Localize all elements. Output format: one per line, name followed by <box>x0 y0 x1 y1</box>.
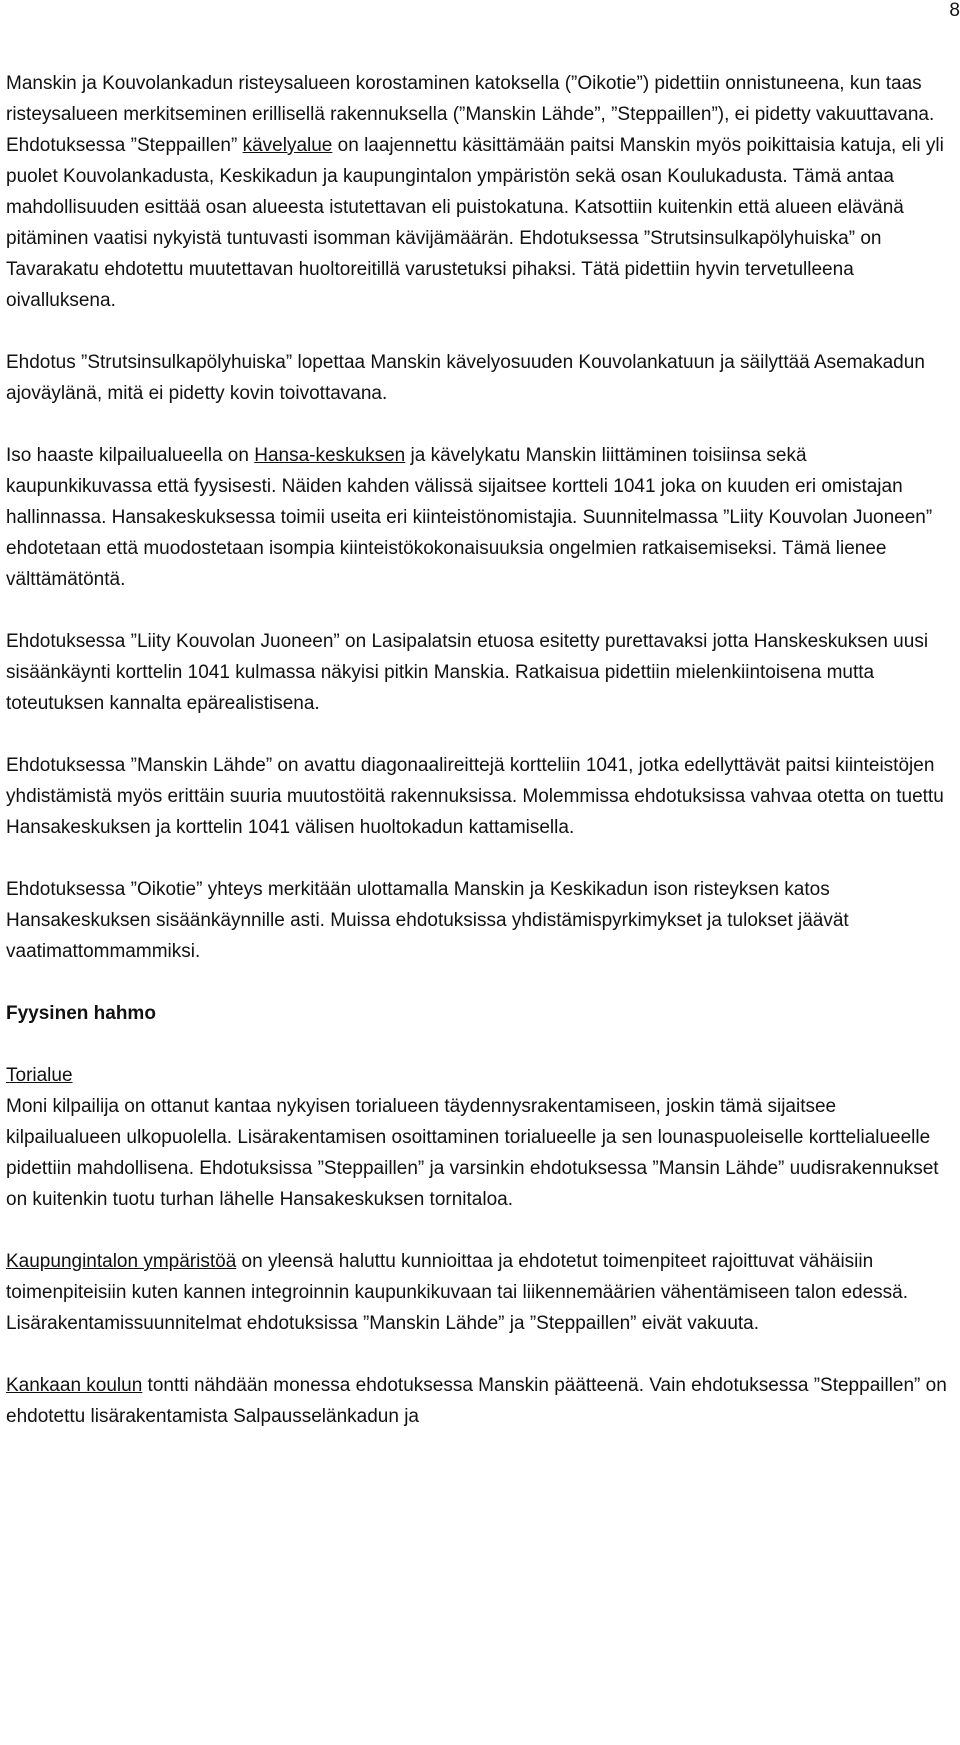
text: tontti nähdään monessa ehdotuksessa Manskin päätteenä. Vain ehdotuksessa ”Steppaillen” on ehdotettu lisärakentamista Salpausselänkadun ja <box>6 1375 947 1427</box>
page-number: 8 <box>949 0 960 21</box>
text: Moni kilpailija on ottanut kantaa nykyisen torialueen täydennysrakentamiseen, joskin tämä sijaitsee kilpailualueen ulkopuolella. Lisärakentamisen osoittaminen torialueelle ja sen lounaspuoleiselle korttelialueelle pidettiin mahdollisena. Ehdotuksissa ”Steppaillen” ja varsinkin ehdotuksessa ”Mansin Lähde” uudisrakennukset on kuitenkin tuotu turhan lähelle Hansakeskuksen tornitaloa. <box>6 1096 939 1210</box>
underlined-term: kävelyalue <box>242 135 333 156</box>
text: on laajennettu käsittämään paitsi Manskin myös poikittaisia katuja, eli yli puolet Kouvolankadusta, Keskikadun ja kaupungintalon ympäristön sekä osan Koulukadusta. Tämä antaa mahdollisuuden esittää osan alueesta istutettavan eli puistokatuna. Katsottiin kuitenkin että alueen elävänä pitäminen vaatisi nykyistä tuntuvasti isomman kävijämäärän. Ehdotuksessa ”Strutsinsulkapölyhuiska” on Tavarakatu ehdotettu muutettavan huoltoreitillä varustetuksi pihaksi. Tätä pidettiin hyvin tervetulleena oivalluksena. <box>6 135 944 311</box>
document-body <box>6 68 956 1432</box>
paragraph-manskin-lahde: Ehdotuksessa ”Manskin Lähde” on avattu diagonaalireittejä kortteliin 1041, jotka edellyttävät paitsi kiinteistöjen yhdistämistä myös erittäin suuria muutostöitä rakennuksissa. Molemmissa ehdotuksissa vahvaa otetta on tuettu Hansakeskuksen ja korttelin 1041 välisen huoltokadun kattamisella. <box>6 755 944 838</box>
text: ja kävelykatu Manskin liittäminen toisiinsa sekä kaupunkikuvassa että fyysisesti. Näiden kahden välissä sijaitsee kortteli 1041 joka on kuuden eri omistajan hallinnassa. Hansakeskuksessa toimii useita eri kiinteistönomistajia. Suunnitelmassa ”Liity Kouvolan Juoneen” ehdotetaan että muodostetaan isompia kiinteistökokonaisuuksia ongelmien ratkaisemiseksi. Tämä lienee välttämätöntä. <box>6 445 933 590</box>
paragraph-liity-kouvolan-juoneen: Ehdotuksessa ”Liity Kouvolan Juoneen” on Lasipalatsin etuosa esitetty purettavaksi jotta Hanskeskuksen uusi sisäänkäynti korttelin 1041 kulmassa näkyisi pitkin Manskia. Ratkaisua pidettiin mielenkiintoisena mutta toteutuksen kannalta epärealistisena. <box>6 631 929 714</box>
underlined-term: Kankaan koulun <box>6 1375 143 1396</box>
paragraph-oikotie-yhteys: Ehdotuksessa ”Oikotie” yhteys merkitään ulottamalla Manskin ja Keskikadun ison risteyksen katos Hansakeskuksen sisäänkäynnille asti. Muissa ehdotuksissa yhdistämispyrkimykset ja tulokset jäävät vaatimattommammiksi. <box>6 879 849 962</box>
paragraph-strutsinsulka: Ehdotus ”Strutsinsulkapölyhuiska” lopettaa Manskin kävelyosuuden Kouvolankatuun ja säilyttää Asemakadun ajoväylänä, mitä ei pidetty kovin toivottavana. <box>6 352 925 404</box>
paragraph-torialue <box>6 1060 956 1215</box>
paragraph-hansa-keskus <box>6 440 956 595</box>
section-heading: Fyysinen hahmo <box>6 1003 156 1024</box>
text: on yleensä haluttu kunnioittaa ja ehdotetut toimenpiteet rajoittuvat vähäisiin toimenpiteisiin kuten kannen integroinnin kaupunkikuvaan tai liikennemäärien vähentämiseen talon edessä. Lisärakentamissuunnitelmat ehdotuksissa ”Manskin Lähde” ja ”Steppaillen” eivät vakuuta. <box>6 1251 909 1334</box>
subheading-torialue: Torialue <box>6 1065 73 1086</box>
paragraph-kankaan-koulu <box>6 1370 956 1432</box>
paragraph-kaupungintalo <box>6 1246 956 1339</box>
underlined-term: Hansa-keskuksen <box>254 445 406 466</box>
text: Iso haaste kilpailualueella on <box>6 445 255 466</box>
underlined-term: Kaupungintalon ympäristöä <box>6 1251 237 1272</box>
paragraph-oikotie-katos <box>6 68 956 316</box>
text: Manskin ja Kouvolankadun risteysalueen korostaminen katoksella (”Oikotie”) pidettiin onnistuneena, kun taas risteysalueen merkitseminen erillisellä rakennuksella (”Manskin Lähde”, ”Steppaillen”), ei pidetty vakuuttavana. Ehdotuksessa ”Steppaillen” <box>6 73 935 156</box>
